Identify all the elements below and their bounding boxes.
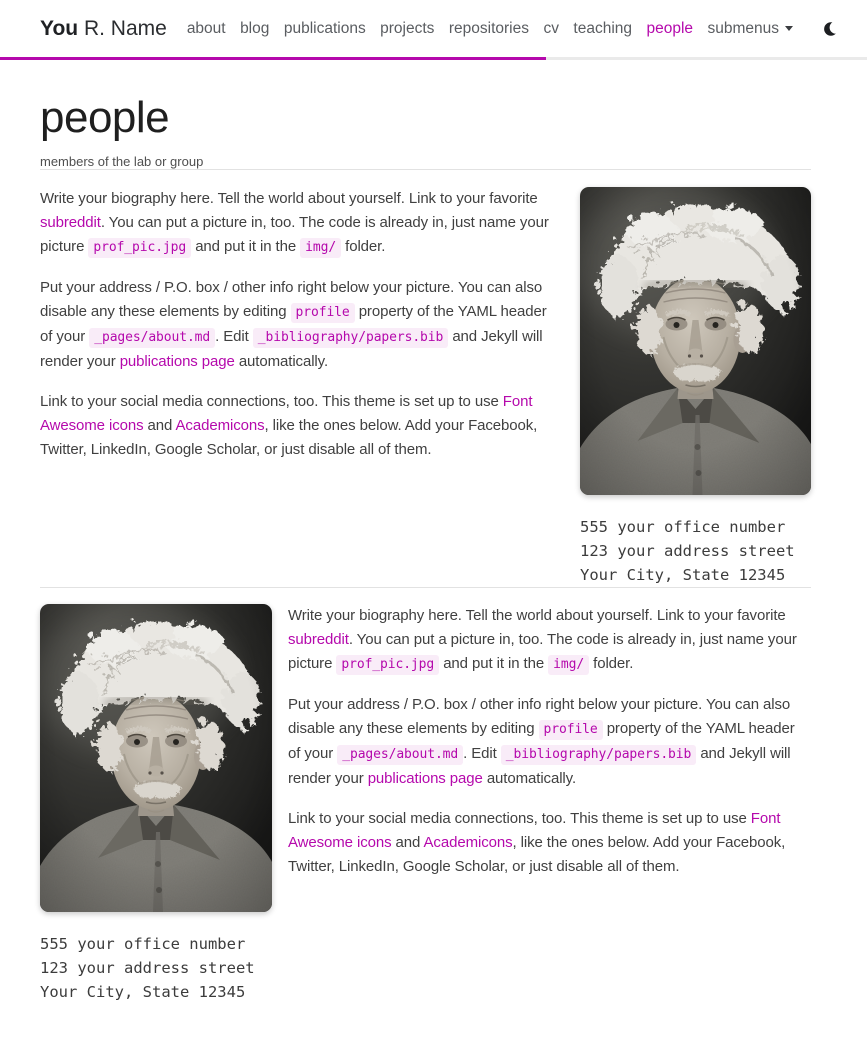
- dark-mode-toggle[interactable]: [821, 18, 843, 40]
- nav-item-blog: [234, 20, 275, 38]
- text-run: and Jekyll will render your: [288, 745, 791, 788]
- navbar-menu: [181, 20, 799, 38]
- inline-code: prof_pic.jpg: [336, 655, 439, 675]
- inline-code: img/: [548, 655, 589, 675]
- caret-down-icon: [785, 26, 793, 31]
- nav-item-projects: [374, 20, 440, 38]
- profile-photo: [580, 187, 811, 495]
- header-divider: [40, 169, 811, 170]
- brand-first-name: You: [40, 16, 79, 40]
- bio-paragraph: [40, 390, 560, 462]
- text-run: . You can put a picture in, too. The code is already in, just name your picture: [40, 214, 549, 256]
- text-run: , like the ones below. Add your Facebook, Twitter, LinkedIn, Google Scholar, or just disable all of them.: [288, 834, 786, 876]
- nav-link-about[interactable]: about: [186, 19, 226, 37]
- text-run: automatically.: [234, 353, 329, 371]
- nav-link-cv[interactable]: cv: [543, 19, 559, 37]
- bio-text: [288, 604, 811, 879]
- address-line: 123 your address street: [40, 959, 255, 978]
- address-line: 555 your office number: [40, 935, 246, 954]
- address-line: Your City, State 12345: [40, 983, 246, 1002]
- section-divider: [40, 587, 811, 588]
- address-line: 555 your office number: [580, 518, 786, 537]
- profile-address: [40, 932, 272, 1004]
- inline-link[interactable]: Academicons: [175, 417, 265, 435]
- text-run: automatically.: [482, 770, 577, 788]
- text-run: . Edit: [215, 328, 253, 346]
- nav-link-submenus[interactable]: submenus: [701, 14, 799, 43]
- text-run: Put your address / P.O. box / other info right below your picture. You can also disable any these elements by editing: [40, 279, 543, 321]
- profile-sidebar: [580, 187, 811, 587]
- text-run: Link to your social media connections, too. This theme is set up to use: [288, 810, 751, 828]
- address-line: 123 your address street: [580, 542, 795, 561]
- page-description: members of the lab or group: [40, 154, 204, 170]
- inline-code: _pages/about.md: [89, 328, 215, 348]
- inline-code: prof_pic.jpg: [88, 238, 191, 258]
- inline-code: _bibliography/papers.bib: [501, 745, 696, 765]
- nav-item-cv: [537, 20, 565, 38]
- nav-item-people: [640, 20, 699, 38]
- text-run: folder.: [589, 655, 634, 673]
- einstein-portrait-image: [40, 604, 272, 912]
- inline-link[interactable]: Font Awesome icons: [40, 393, 533, 435]
- bio-paragraph: [288, 604, 811, 677]
- page-title: people: [40, 93, 170, 142]
- inline-code: _pages/about.md: [337, 745, 463, 765]
- bio-paragraph: [40, 276, 560, 374]
- bio-paragraph: [288, 807, 811, 879]
- text-run: folder.: [341, 238, 386, 256]
- text-run: Write your biography here. Tell the world about yourself. Link to your favorite: [288, 607, 786, 625]
- text-run: Put your address / P.O. box / other info right below your picture. You can also disable any these elements by editing: [288, 696, 791, 738]
- nav-link-publications[interactable]: publications: [283, 19, 366, 37]
- nav-link-people[interactable]: people: [646, 19, 694, 37]
- text-run: and: [143, 417, 176, 435]
- page-header: [40, 60, 811, 169]
- text-run: . Edit: [463, 745, 501, 763]
- nav-item-submenus: [701, 20, 799, 38]
- nav-item-publications: [278, 20, 372, 38]
- navbar: [0, 0, 867, 57]
- moon-icon: [823, 20, 841, 38]
- inline-code: profile: [539, 720, 603, 740]
- inline-link[interactable]: publications page: [119, 353, 235, 371]
- inline-link[interactable]: Font Awesome icons: [288, 810, 781, 852]
- nav-link-teaching[interactable]: teaching: [573, 19, 633, 37]
- brand-last-name: R. Name: [83, 16, 167, 40]
- inline-code: profile: [291, 303, 355, 323]
- inline-link[interactable]: subreddit: [288, 631, 349, 649]
- bio-paragraph: [40, 187, 560, 260]
- inline-link[interactable]: publications page: [367, 770, 483, 788]
- profile-address: [580, 515, 811, 587]
- inline-code: img/: [300, 238, 341, 258]
- inline-code: _bibliography/papers.bib: [253, 328, 448, 348]
- profile-sidebar: [40, 604, 272, 1004]
- nav-link-projects[interactable]: projects: [380, 19, 435, 37]
- bio-paragraph: [288, 693, 811, 791]
- text-run: and put it in the: [439, 655, 549, 673]
- page-content: [40, 60, 811, 1020]
- einstein-portrait-image: [580, 187, 811, 495]
- inline-link[interactable]: Academicons: [423, 834, 513, 852]
- text-run: , like the ones below. Add your Facebook, Twitter, LinkedIn, Google Scholar, or just disable all of them.: [40, 417, 538, 459]
- profile-row: [40, 187, 811, 587]
- navbar-brand[interactable]: [40, 17, 167, 41]
- text-run: . You can put a picture in, too. The code is already in, just name your picture: [288, 631, 797, 673]
- address-line: Your City, State 12345: [580, 566, 786, 585]
- inline-link[interactable]: subreddit: [40, 214, 101, 232]
- nav-item-repositories: [443, 20, 535, 38]
- nav-item-teaching: [567, 20, 638, 38]
- nav-item-about: [181, 20, 232, 38]
- nav-link-repositories[interactable]: repositories: [448, 19, 529, 37]
- text-run: property of the YAML header of your: [40, 303, 547, 346]
- text-run: Link to your social media connections, too. This theme is set up to use: [40, 393, 503, 411]
- nav-link-blog[interactable]: blog: [240, 19, 270, 37]
- profile-row: [40, 604, 811, 1004]
- bio-text: [40, 187, 560, 462]
- text-run: and Jekyll will render your: [40, 328, 543, 371]
- text-run: and: [391, 834, 424, 852]
- profile-photo: [40, 604, 272, 912]
- text-run: Write your biography here. Tell the world about yourself. Link to your favorite: [40, 190, 538, 208]
- text-run: and put it in the: [191, 238, 301, 256]
- text-run: property of the YAML header of your: [288, 720, 795, 763]
